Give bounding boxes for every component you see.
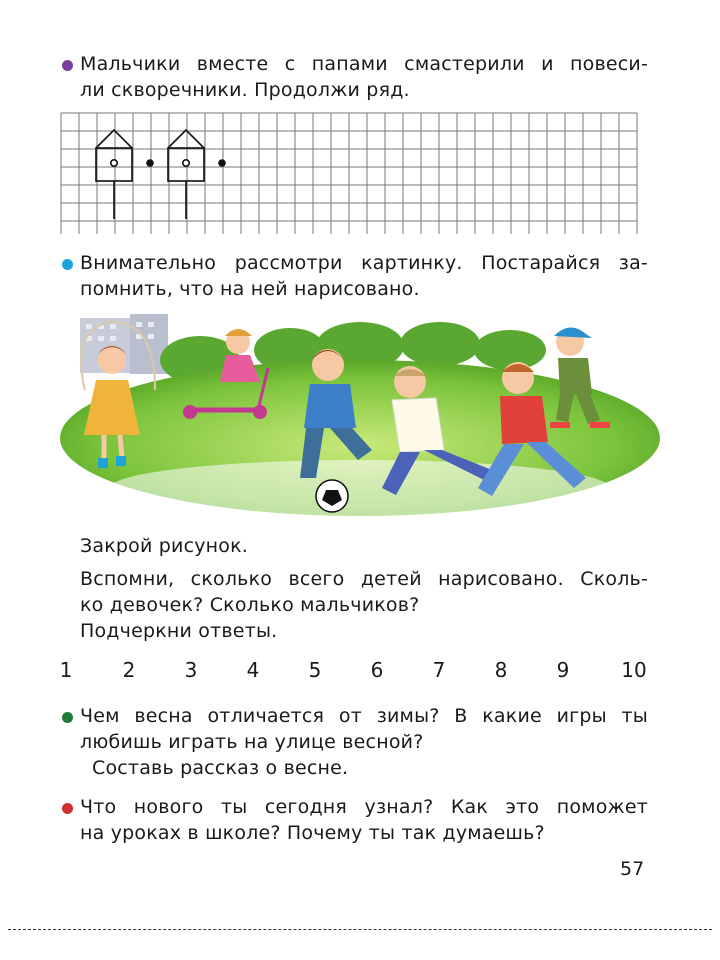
task5-line1: Что нового ты сегодня узнал? Как это поможет: [80, 796, 648, 818]
task4-text: [80, 703, 648, 781]
number-item[interactable]: 2: [122, 658, 136, 682]
bullet-blue: [62, 259, 73, 270]
dashed-cut-line: [8, 929, 712, 930]
dot-2: [218, 159, 226, 167]
page-number: 57: [620, 858, 645, 880]
number-item[interactable]: 10: [621, 658, 647, 682]
task1-line1: Мальчики вместе с папами смастерили и повеси-: [80, 53, 648, 75]
number-item[interactable]: 6: [370, 658, 384, 682]
dot-1: [146, 159, 154, 167]
birdhouse-grid[interactable]: [60, 112, 640, 241]
birdhouse-2: [168, 130, 204, 219]
number-item[interactable]: 7: [432, 658, 446, 682]
task4-line1: Чем весна отличается от зимы? В какие игры ты: [80, 705, 648, 727]
task3-line2: ко девочек? Сколько мальчиков?: [80, 594, 420, 616]
number-item[interactable]: 5: [308, 658, 322, 682]
bullet-green: [62, 712, 73, 723]
task5-line2: на уроках в школе? Почему ты так думаешь?: [80, 822, 545, 844]
number-item[interactable]: 3: [184, 658, 198, 682]
task4-line2: любишь играть на улице весной?: [80, 731, 424, 753]
task2-line1: Внимательно рассмотри картинку. Постарайся за-: [80, 252, 648, 274]
number-item[interactable]: 4: [246, 658, 260, 682]
task5-text: [80, 794, 648, 846]
task1-text: [80, 51, 648, 103]
task3-line1: Вспомни, сколько всего детей нарисовано. Сколь-: [80, 568, 648, 590]
task1-line2: ли скворечники. Продолжи ряд.: [80, 79, 410, 101]
bullet-red: [62, 803, 73, 814]
task2-text: [80, 250, 648, 302]
cover-text: Закрой рисунок.: [80, 535, 249, 557]
bullet-purple: [62, 60, 73, 71]
task4-line3: Составь рассказ о весне.: [92, 757, 349, 779]
task3-text: [80, 566, 648, 644]
task2-line2: помнить, что на ней нарисовано.: [80, 278, 420, 300]
number-row: [60, 658, 650, 686]
children-playing-illustration: [60, 310, 660, 532]
cover-instruction: [80, 533, 648, 559]
number-item[interactable]: 8: [494, 658, 508, 682]
grid-svg: [60, 112, 640, 237]
number-item[interactable]: 1: [59, 658, 73, 682]
number-item[interactable]: 9: [556, 658, 570, 682]
task3-line3: Подчеркни ответы.: [80, 620, 278, 642]
birdhouse-1: [96, 130, 132, 219]
